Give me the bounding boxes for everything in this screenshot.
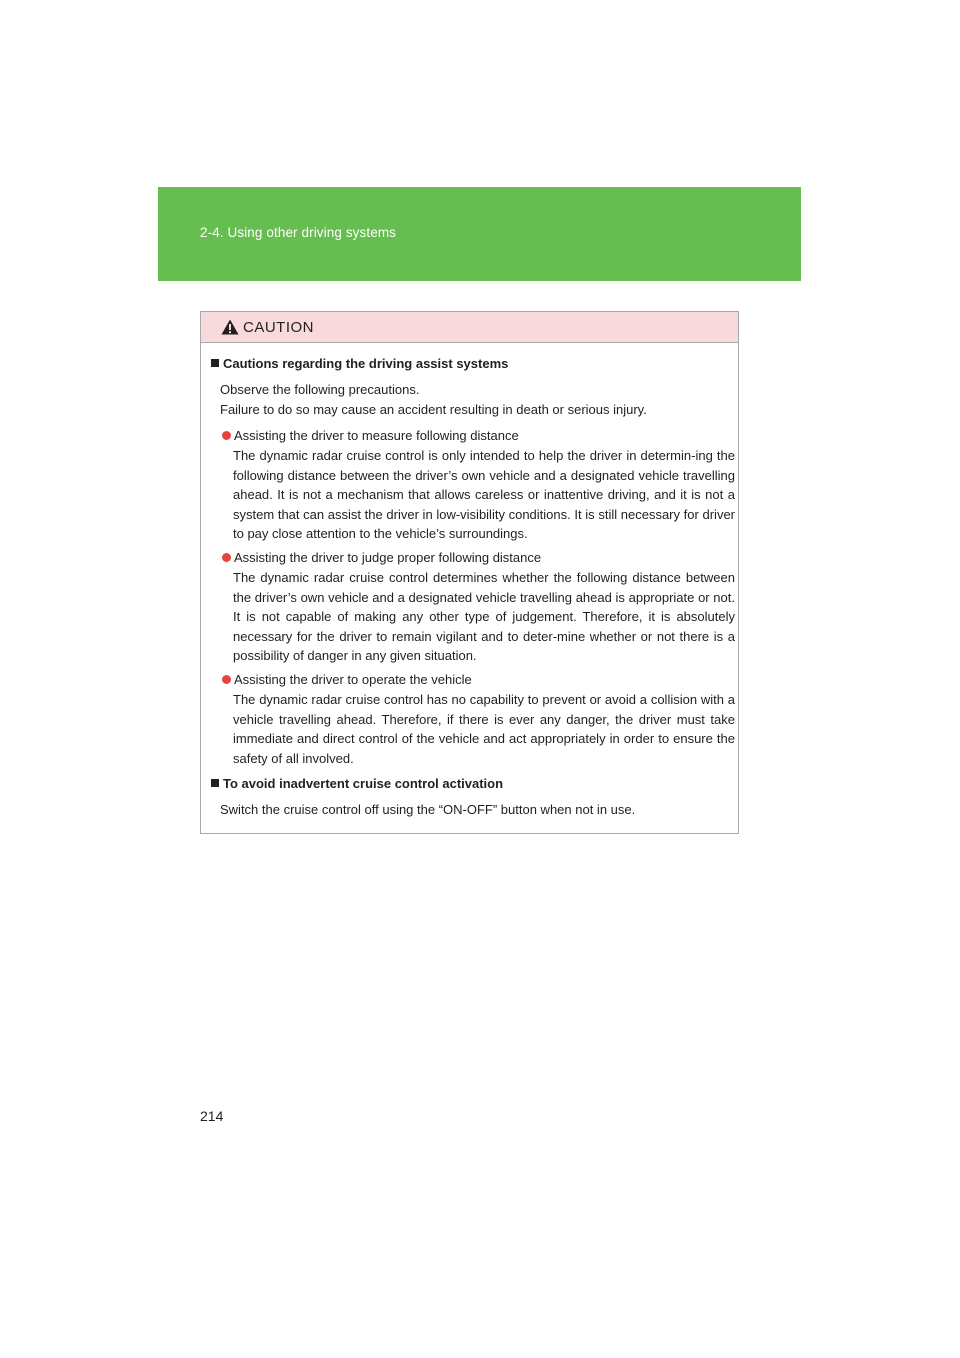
bullet-title-3: Assisting the driver to operate the vehicle (222, 670, 472, 690)
section-title: 2-4. Using other driving systems (200, 225, 397, 240)
section-heading-1: Cautions regarding the driving assist systems (211, 356, 508, 371)
page-number: 214 (200, 1108, 224, 1124)
caution-box (200, 311, 739, 834)
intro-line: Switch the cruise control off using the “ON-OFF” button when not in use. (220, 802, 636, 817)
section-header-band (158, 187, 801, 281)
red-bullet-icon (222, 431, 231, 440)
bullet-title-2: Assisting the driver to judge proper following distance (222, 548, 541, 568)
intro-line: Failure to do so may cause an accident resulting in death or serious injury. (220, 402, 647, 417)
warning-triangle-icon (221, 319, 239, 335)
bullet-text-1: The dynamic radar cruise control is only intended to help the driver in determin-ing the following distance between the driver’s own vehicle and a designated vehicle travelling ahead. It is not a mechanism that allows careless or inattentive driving, and it is not a system that can assist the driver in low-visibility conditions. It is still necessary for driver to pay close attention to the vehicle’s surroundings. (233, 448, 735, 541)
bullet-title-1: Assisting the driver to measure following distance (222, 426, 519, 446)
square-bullet-icon (211, 359, 219, 367)
bullet-text-3: The dynamic radar cruise control has no capability to prevent or avoid a collision with a vehicle travelling ahead. Therefore, if there is ever any danger, the driver must take immediate and direct control of the vehicle and act appropriately in order to ensure the safety of all involved. (233, 692, 735, 766)
section-heading-2: To avoid inadvertent cruise control activation (211, 776, 503, 791)
intro-line: Observe the following precautions. (220, 382, 420, 397)
bullet-text-2: The dynamic radar cruise control determines whether the following distance between the driver’s own vehicle and a designated vehicle travelling ahead is appropriate or not. It is not capable of making any other type of judgement. Therefore, it is absolutely necessary for the driver to remain vigilant and to deter-mine whether or not there is a possibility of danger in any given situation. (233, 570, 735, 663)
caution-header (201, 312, 738, 343)
caution-title: CAUTION (243, 319, 314, 336)
square-bullet-icon (211, 779, 219, 787)
red-bullet-icon (222, 553, 231, 562)
red-bullet-icon (222, 675, 231, 684)
